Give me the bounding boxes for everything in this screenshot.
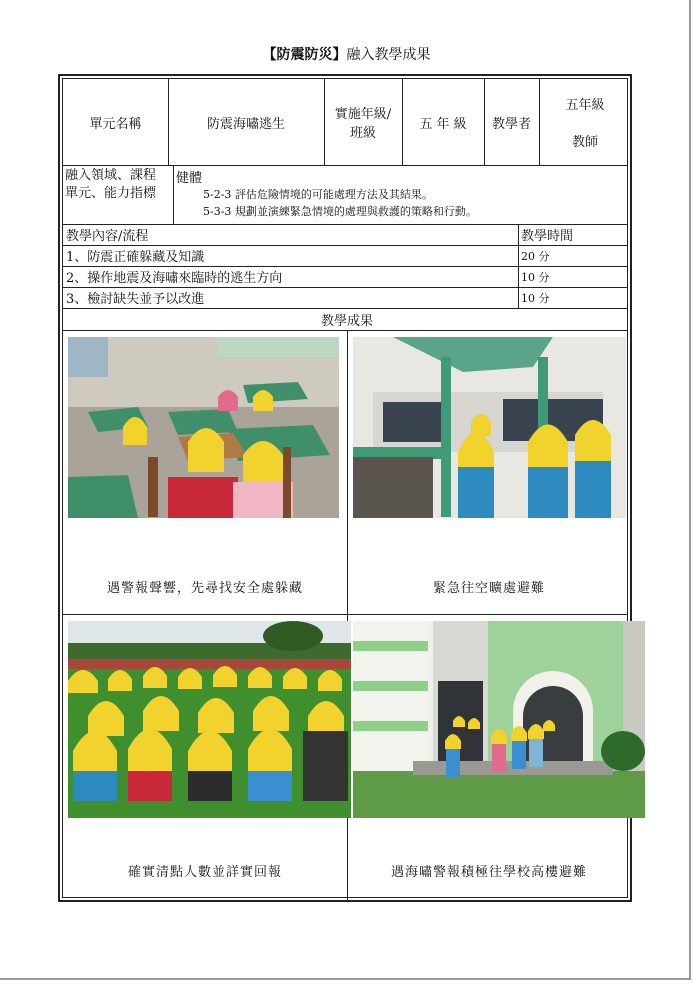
grade-value: 五 年 級 [419, 116, 467, 132]
grade-label: 實施年級/ 班級 [334, 107, 392, 141]
document-title: 【防震防災】融入教學成果 [262, 47, 431, 63]
results-label: 教學成果 [320, 313, 373, 329]
content-row: 2、操作地震及海嘯來臨時的逃生方向 [66, 271, 283, 286]
content-header: 教學內容/流程 [66, 229, 149, 244]
time-header: 教學時間 [521, 229, 574, 244]
content-time: 20 分 [521, 249, 550, 263]
integration-domain: 健體 [176, 171, 203, 186]
photo-corridor-evacuation [353, 337, 626, 518]
photo-caption: 遇海嘯警報積極往學校高樓避難 [390, 865, 587, 880]
content-time: 10 分 [521, 291, 550, 305]
content-row: 3、檢討缺失並予以改進 [66, 292, 205, 307]
photo-building-evacuation [353, 621, 645, 818]
photo-classroom-drill [68, 337, 339, 518]
indicator-item: 5-2-3 評估危險情境的可能處理方法及其結果。 [203, 188, 433, 201]
photo-caption: 確實清點人數並詳實回報 [127, 865, 282, 880]
unit-label: 單元名稱 [89, 116, 142, 132]
integration-label: 融入領域、課程 單元、能力指標 [65, 168, 157, 201]
teacher-value: 五年級 教師 [565, 98, 605, 150]
content-row: 1、防震正確躲藏及知識 [66, 250, 205, 265]
unit-name: 防震海嘯逃生 [206, 116, 285, 132]
content-time: 10 分 [521, 270, 550, 284]
photo-caption: 遇警報聲響，先尋找安全處躲藏 [106, 581, 303, 596]
teacher-label: 教學者 [491, 116, 531, 132]
indicator-item: 5-3-3 規劃並演練緊急情境的處理與救護的策略和行動。 [203, 205, 477, 218]
lesson-table [58, 74, 632, 902]
photo-field-assembly [68, 621, 351, 818]
photo-caption: 緊急往空曠處避難 [432, 581, 545, 596]
